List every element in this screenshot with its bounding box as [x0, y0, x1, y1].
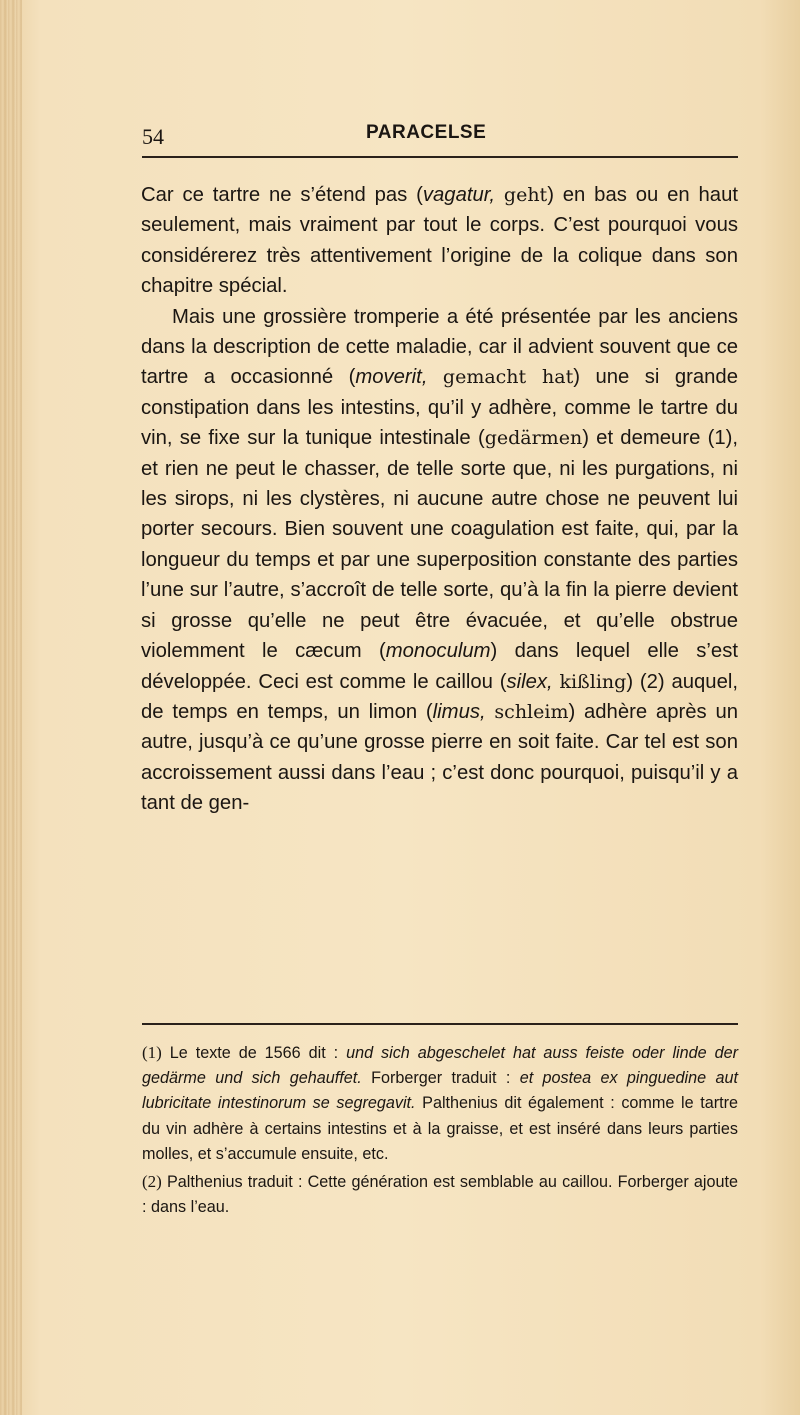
quoted-latin: et postea ex pinguedine aut lubricitate intestinorum se segregavit.	[142, 1069, 738, 1113]
latin-term: limus,	[432, 700, 486, 723]
latin-term: moverit,	[355, 366, 428, 389]
german-term: kißling	[559, 670, 627, 693]
text-run: Le texte de 1566 dit :	[161, 1044, 347, 1062]
text-run: ) adhère après un autre, jusqu’à ce qu’une grosse pierre en soit faite. Car tel est son accroissement aussi dans l’eau ; c’est donc pourquoi, puisqu’il y a tant de gen-	[141, 700, 739, 815]
footnote-1	[142, 1040, 738, 1167]
latin-term: vagatur,	[422, 184, 496, 206]
text-run: Palthenius dit également : comme le tartre du vin adhère à certains intestins et à la graisse, et est inséré dans leurs parties molles, et s’accumule ensuite, etc.	[142, 1094, 738, 1163]
text-run: ) et demeure (1), et rien ne peut le chasser, de telle sorte que, ni les purgations, ni les sirops, ni les clystères, ni aucune autre chose ne peuvent lui porter secours. Bien souvent une coagulation est faite, qui, par la longueur du temps et par une superposition constante des parties l’une sur l’autre, s’accroît de telle sorte, qu’à la fin la pierre devient si grosse qu’elle ne peut être évacuée, et qu’elle obstrue violemment le cæcum (	[141, 427, 738, 663]
paragraph-1	[141, 180, 738, 302]
header-rule	[142, 156, 738, 158]
text-run: Car ce tartre ne s’étend pas (	[141, 184, 423, 206]
main-text	[141, 180, 738, 819]
page-spine-edge	[0, 0, 22, 1415]
german-term: gemacht hat	[442, 366, 574, 389]
text-run: ) dans lequel elle s’est développée. Ceci est comme le caillou (	[141, 640, 738, 693]
text-run: Palthenius traduit : Cette génération est semblable au caillou. Forberger ajoute : dans l’eau.	[142, 1173, 738, 1217]
german-term: schleim	[494, 700, 569, 723]
latin-term: monoculum	[385, 640, 491, 663]
footnote-rule	[142, 1023, 738, 1025]
text-run: Forberger traduit :	[361, 1069, 520, 1088]
footnote-number: (2)	[142, 1172, 162, 1192]
text-run: ) (2) auquel, de temps en temps, un limon (	[141, 670, 738, 723]
page-number: 54	[142, 124, 164, 149]
page-header	[142, 120, 738, 154]
footnote-2	[142, 1169, 738, 1220]
paragraph-2	[141, 302, 738, 819]
german-term: gedärmen	[484, 427, 583, 450]
text-run: Mais une grossière tromperie a été présentée par les anciens dans la description de cette maladie, car il advient souvent que ce tartre a occasionné (	[141, 305, 738, 389]
footnote-number: (1)	[142, 1043, 162, 1062]
latin-term: silex,	[506, 670, 553, 693]
footnotes	[142, 1040, 738, 1222]
quoted-german: und sich abgeschelet hat auss feiste oder linde der gedärme und sich gehauffet.	[142, 1044, 738, 1088]
running-title: PARACELSE	[366, 122, 487, 143]
text-run: ) une si grande constipation dans les intestins, qu’il y adhère, comme le tartre du vin, se fixe sur la tunique intestinale (	[141, 366, 738, 450]
text-run: ) en bas ou en haut seulement, mais vraiment par tout le corps. C’est pourquoi vous considérerez très attentivement l’origine de la colique dans son chapitre spécial.	[141, 184, 738, 298]
german-term: geht	[503, 184, 548, 206]
